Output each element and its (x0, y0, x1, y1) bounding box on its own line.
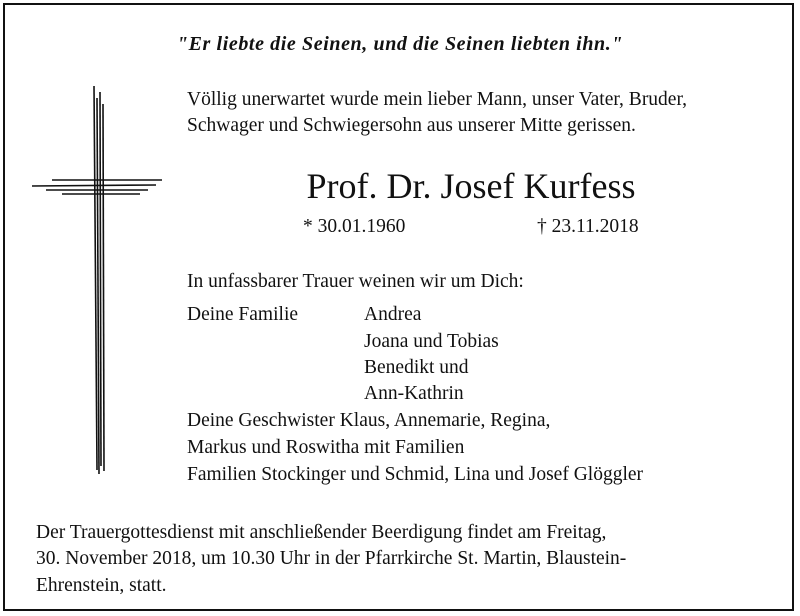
family-member: Benedikt und (364, 357, 469, 378)
family-member: Andrea (364, 304, 422, 325)
service-line-1: Der Trauergottesdienst mit anschließender Beerdigung findet am Freitag, (36, 522, 607, 543)
family-member: Ann-Kathrin (364, 383, 464, 404)
intro-line-2: Schwager und Schwiegersohn aus unserer Mitte gerissen. (187, 115, 636, 136)
cross-icon (30, 86, 170, 476)
motto-quote: "Er liebte die Seinen, und die Seinen liebten ihn." (176, 33, 624, 55)
service-line-3: Ehrenstein, statt. (36, 575, 167, 596)
family-label: Deine Familie (187, 304, 299, 325)
service-line-2: 30. November 2018, um 10.30 Uhr in der Pfarrkirche St. Martin, Blaustein- (36, 548, 627, 569)
siblings-line-1: Deine Geschwister Klaus, Annemarie, Regina, (187, 410, 551, 431)
deceased-name: Prof. Dr. Josef Kurfess (306, 166, 636, 206)
relatives-line: Familien Stockinger und Schmid, Lina und Josef Glöggler (187, 464, 644, 485)
birth-date: * 30.01.1960 (303, 216, 406, 237)
mourning-line: In unfassbarer Trauer weinen wir um Dich: (187, 271, 524, 292)
family-member: Joana und Tobias (364, 331, 499, 352)
intro-line-1: Völlig unerwartet wurde mein lieber Mann, unser Vater, Bruder, (187, 89, 688, 110)
siblings-line-2: Markus und Roswitha mit Familien (187, 437, 465, 458)
death-date: † 23.11.2018 (537, 216, 639, 237)
